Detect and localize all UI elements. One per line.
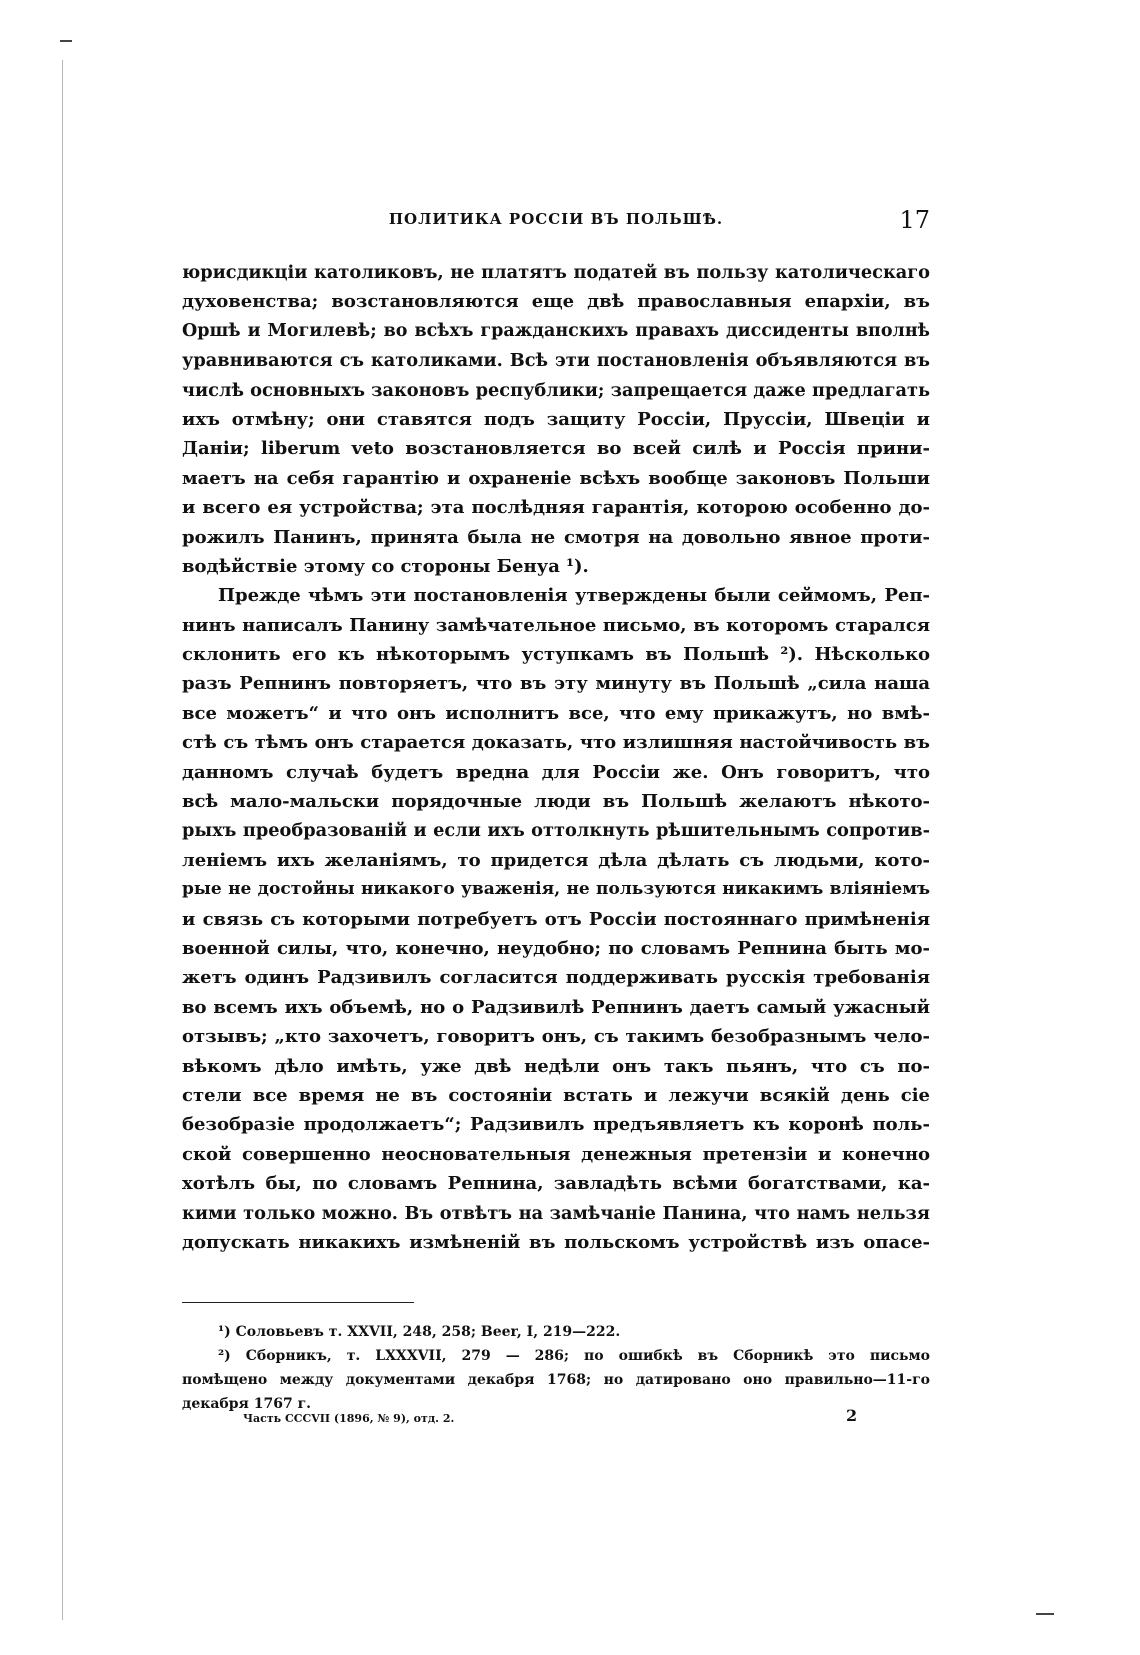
scan-margin-line bbox=[62, 60, 63, 1620]
text-line: разъ Репнинъ повторяетъ, что въ эту минуту въ Польшѣ „сила наша bbox=[182, 673, 930, 695]
margin-tick-top bbox=[60, 40, 72, 42]
text-line: хотѣлъ бы, по словамъ Репнина, завладѣть всѣми богатствами, ка- bbox=[182, 1173, 930, 1195]
page-number: 17 bbox=[899, 206, 930, 234]
text-line: стели все время не въ состояніи встать и лежучи всякій день сіе bbox=[182, 1084, 930, 1106]
printer-signature: Часть CCCVII (1896, № 9), отд. 2. bbox=[243, 1412, 455, 1425]
text-line: данномъ случаѣ будетъ вредна для Россіи же. Онъ говоритъ, что bbox=[182, 761, 930, 783]
text-line: и всего ея устройства; эта послѣдняя гарантія, которою особенно до- bbox=[182, 497, 930, 519]
text-line: Оршѣ и Могилевѣ; во всѣхъ гражданскихъ правахъ диссиденты вполнѣ bbox=[182, 320, 930, 341]
text-line: леніемъ ихъ желаніямъ, то придется дѣла дѣлать съ людьми, кото- bbox=[182, 849, 930, 871]
margin-tick-bottom bbox=[1036, 1613, 1054, 1615]
text-line: допускать никакихъ измѣненій въ польскомъ устройствѣ изъ опасе- bbox=[182, 1231, 930, 1253]
text-line: рыхъ преобразованій и если ихъ оттолкнуть рѣшительнымъ сопротив- bbox=[182, 820, 930, 842]
footnote-line: декабря 1767 г. bbox=[182, 1396, 312, 1412]
text-line: нинъ написалъ Панину замѣчательное письмо, въ которомъ старался bbox=[182, 614, 930, 636]
body-text bbox=[182, 258, 930, 1257]
footnote-line: ²) Сборникъ, т. LXXXVII, 279 — 286; по ошибкѣ въ Сборникѣ это письмо bbox=[218, 1348, 930, 1364]
footnotes bbox=[182, 1320, 930, 1416]
text-line: числѣ основныхъ законовъ республики; запрещается даже предлагать bbox=[182, 379, 930, 401]
sheet-number: 2 bbox=[846, 1406, 858, 1425]
text-line: вѣкомъ дѣло имѣть, уже двѣ недѣли онъ такъ пьянъ, что съ по- bbox=[182, 1055, 930, 1077]
running-header bbox=[182, 206, 930, 236]
text-line: военной силы, что, конечно, неудобно; по словамъ Репнина быть мо- bbox=[182, 937, 930, 959]
text-line: во всемъ ихъ объемѣ, но о Радзивилѣ Репнинъ даетъ самый ужасный bbox=[182, 996, 930, 1018]
text-line: рожилъ Панинъ, принята была не смотря на довольно явное проти- bbox=[182, 526, 930, 548]
text-line: отзывъ; „кто захочетъ, говоритъ онъ, съ такимъ безобразнымъ чело- bbox=[182, 1026, 930, 1048]
text-line: маетъ на себя гарантію и охраненіе всѣхъ вообще законовъ Польши bbox=[182, 467, 930, 489]
text-line: и связь съ которыми потребуетъ отъ Россіи постояннаго примѣненія bbox=[182, 908, 930, 930]
text-line: рые не достойны никакого уваженія, не пользуются никакимъ вліяніемъ bbox=[182, 879, 930, 900]
text-line: все можетъ“ и что онъ исполнитъ все, что ему прикажутъ, но вмѣ- bbox=[182, 702, 930, 724]
footnote-line: помѣщено между документами декабря 1768; но датировано оно правильно—11-го bbox=[182, 1372, 930, 1388]
text-line: жетъ одинъ Радзивилъ согласится поддерживать русскія требованія bbox=[182, 967, 930, 989]
text-line: ихъ отмѣну; они ставятся подъ защиту Россіи, Пруссіи, Швеціи и bbox=[182, 408, 930, 430]
text-line: Прежде чѣмъ эти постановленія утверждены были сеймомъ, Реп- bbox=[218, 585, 930, 607]
text-line: духовенства; возстановляются еще двѣ православныя епархіи, въ bbox=[182, 291, 930, 313]
running-title: ПОЛИТИКА РОССІИ ВЪ ПОЛЬШѢ. bbox=[388, 210, 724, 228]
text-line: Даніи; liberum veto возстановляется во всей силѣ и Россія прини- bbox=[182, 438, 930, 460]
text-line: стѣ съ тѣмъ онъ старается доказать, что излишняя настойчивость въ bbox=[182, 732, 930, 754]
text-line: юрисдикціи католиковъ, не платятъ податей въ пользу католическаго bbox=[182, 262, 930, 283]
text-line: уравниваются съ католиками. Всѣ эти постановленія объявляются въ bbox=[182, 350, 930, 372]
text-line: всѣ мало-мальски порядочные люди въ Польшѣ желаютъ нѣкото- bbox=[182, 791, 930, 813]
footnote-separator bbox=[182, 1302, 414, 1303]
text-line: кими только можно. Въ отвѣтъ на замѣчаніе Панина, что намъ нельзя bbox=[182, 1202, 930, 1224]
text-line: ской совершенно неосновательныя денежныя претензіи и конечно bbox=[182, 1143, 930, 1165]
text-line: безобразіе продолжаетъ“; Радзивилъ предъявляетъ къ коронѣ поль- bbox=[182, 1114, 930, 1136]
text-line: склонить его къ нѣкоторымъ уступкамъ въ Польшѣ ²). Нѣсколько bbox=[182, 644, 930, 666]
footnote-line: ¹) Соловьевъ т. XXVII, 248, 258; Beer, I, 219—222. bbox=[218, 1324, 621, 1340]
text-line: водѣйствіе этому со стороны Бенуа ¹). bbox=[182, 555, 589, 577]
